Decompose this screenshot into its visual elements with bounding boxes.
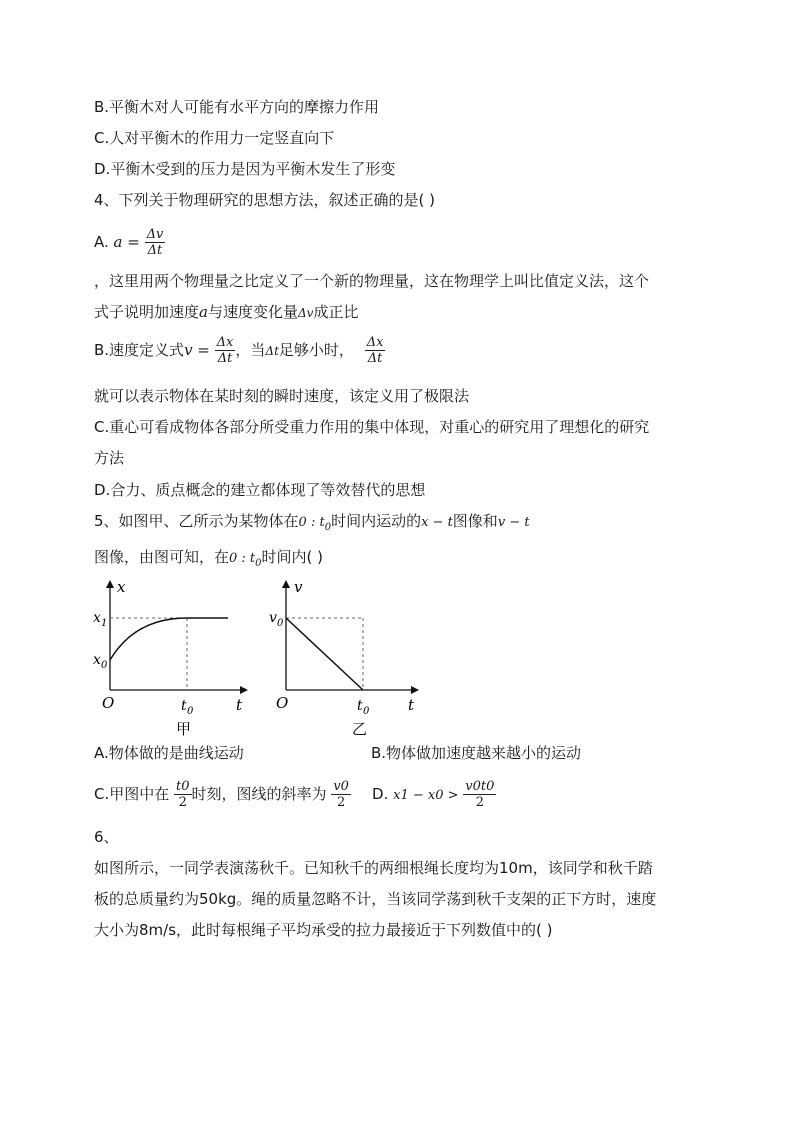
graph-xt bbox=[90, 574, 260, 744]
x0-label: x bbox=[93, 652, 101, 668]
fraction-numerator: v0t0 bbox=[465, 779, 495, 794]
q5-option-c-fraction-2 bbox=[331, 779, 351, 810]
fraction-denominator: 2 bbox=[337, 795, 346, 810]
v0-subscript: 0 bbox=[277, 618, 284, 629]
q5-option-b: B.物体做加速度越来越小的运动 bbox=[371, 744, 582, 762]
fraction-numerator: Δx bbox=[366, 335, 384, 350]
graph-caption-jia: 甲 bbox=[176, 720, 192, 738]
text: 图像和 bbox=[452, 512, 498, 530]
q3-option-c: C.人对平衡木的作用力一定竖直向下 bbox=[94, 129, 335, 147]
x-axis-label: x bbox=[117, 578, 126, 596]
text: B.速度定义式 bbox=[94, 341, 185, 359]
fraction-denominator: 2 bbox=[178, 795, 187, 810]
text: C.甲图中在 bbox=[94, 785, 170, 803]
q5-stem-line2 bbox=[94, 546, 323, 575]
q4-option-b-fraction-2 bbox=[365, 335, 386, 366]
text: 图像，由图可知，在 bbox=[94, 548, 230, 566]
text: 时刻，图线的斜率为 bbox=[191, 785, 327, 803]
t-axis-arrow bbox=[240, 686, 248, 694]
v-axis-arrow bbox=[282, 580, 290, 588]
vt-line bbox=[286, 618, 363, 690]
q3-option-b: B.平衡木对人可能有水平方向的摩擦力作用 bbox=[94, 98, 380, 116]
time-range: 0 : t bbox=[298, 515, 325, 530]
q3-option-d: D.平衡木受到的压力是因为平衡木发生了形变 bbox=[94, 160, 396, 178]
t-axis-label: t bbox=[408, 696, 415, 714]
q4-option-d: D.合力、质点概念的建立都体现了等效替代的思想 bbox=[94, 481, 426, 499]
var-dt: Δt bbox=[265, 344, 279, 358]
q6-number: 6、 bbox=[94, 828, 119, 846]
t0-subscript: 0 bbox=[363, 706, 370, 717]
text: 成正比 bbox=[313, 303, 359, 321]
fraction-denominator: Δt bbox=[367, 351, 383, 366]
t0-label: t bbox=[357, 698, 363, 714]
origin-label: O bbox=[102, 694, 115, 712]
text: D. bbox=[372, 785, 389, 803]
q4-option-a-prefix: A. bbox=[94, 233, 109, 251]
x1-subscript: 1 bbox=[101, 618, 108, 629]
q5-stem-line1 bbox=[94, 510, 530, 539]
t0-label: t bbox=[181, 698, 187, 714]
fraction-numerator: v0 bbox=[333, 779, 349, 794]
q4-option-c-line2: 方法 bbox=[94, 449, 125, 467]
q4-option-a-line2: ，这里用两个物理量之比定义了一个新的物理量，这在物理学上叫比值定义法，这个 bbox=[94, 272, 650, 290]
t-axis-arrow bbox=[411, 686, 419, 694]
xt-label: x − t bbox=[421, 515, 453, 530]
v-axis-label: v bbox=[294, 578, 303, 596]
vt-label: v − t bbox=[497, 515, 530, 530]
text: 足够小时， bbox=[278, 341, 354, 359]
graph-vt bbox=[266, 574, 436, 744]
fraction-numerator: Δv bbox=[146, 227, 164, 242]
origin-label: O bbox=[276, 694, 289, 712]
var-v: v = bbox=[184, 341, 210, 359]
q4-option-b bbox=[94, 334, 385, 367]
fraction-numerator: t0 bbox=[176, 779, 190, 794]
option-d-expression: x1 − x0 > bbox=[393, 788, 459, 803]
q4-option-a-line3 bbox=[94, 301, 358, 324]
time-range: 0 : t bbox=[229, 551, 256, 566]
fraction-denominator: Δt bbox=[217, 351, 233, 366]
text: 式子说明加速度 bbox=[94, 303, 200, 321]
text: 5、如图甲、乙所示为某物体在 bbox=[94, 512, 299, 530]
q4-option-a-lhs: a = bbox=[113, 233, 140, 251]
subscript: 0 bbox=[255, 558, 262, 569]
v0-label: v bbox=[269, 610, 277, 626]
text: 时间内( ) bbox=[261, 548, 324, 566]
text: ，当 bbox=[235, 341, 266, 359]
q4-option-b-fraction bbox=[215, 335, 236, 366]
q4-stem: 4、下列关于物理研究的思想方法，叙述正确的是( ) bbox=[94, 191, 436, 209]
x-axis-arrow bbox=[106, 580, 114, 588]
subscript: 0 bbox=[324, 522, 332, 533]
x0-subscript: 0 bbox=[101, 660, 108, 671]
text: 时间内运动的 bbox=[331, 512, 422, 530]
q4-option-a-fraction bbox=[145, 227, 166, 258]
q5-option-d bbox=[372, 776, 496, 814]
fraction-numerator: Δx bbox=[216, 335, 234, 350]
q4-option-a-formula bbox=[94, 226, 165, 258]
fraction-denominator: 2 bbox=[475, 795, 484, 810]
graph-caption-yi: 乙 bbox=[352, 720, 368, 738]
t-axis-label: t bbox=[236, 696, 243, 714]
fraction-denominator: Δt bbox=[147, 243, 163, 258]
var-a: a bbox=[199, 303, 208, 321]
var-dv: Δv bbox=[297, 306, 314, 320]
q5-option-d-fraction bbox=[463, 779, 496, 810]
t0-subscript: 0 bbox=[187, 706, 194, 717]
q6-line1: 如图所示，一同学表演荡秋千。已知秋千的两细根绳长度均为10m，该同学和秋千踏 bbox=[94, 859, 653, 877]
text: 与速度变化量 bbox=[207, 303, 298, 321]
q5-option-a: A.物体做的是曲线运动 bbox=[94, 744, 244, 762]
x1-label: x bbox=[93, 610, 101, 626]
q4-option-b-line2: 就可以表示物体在某时刻的瞬时速度，该定义用了极限法 bbox=[94, 387, 470, 405]
q5-option-c bbox=[94, 776, 351, 812]
q4-option-c-line1: C.重心可看成物体各部分所受重力作用的集中体现，对重心的研究用了理想化的研究 bbox=[94, 418, 650, 436]
q6-line3: 大小为8m/s，此时每根绳子平均承受的拉力最接近于下列数值中的( ) bbox=[94, 921, 553, 939]
q5-option-c-fraction bbox=[174, 779, 192, 810]
xt-curve bbox=[110, 618, 187, 660]
q6-line2: 板的总质量约为50kg。绳的质量忽略不计，当该同学荡到秋千支架的正下方时，速度 bbox=[94, 890, 657, 908]
